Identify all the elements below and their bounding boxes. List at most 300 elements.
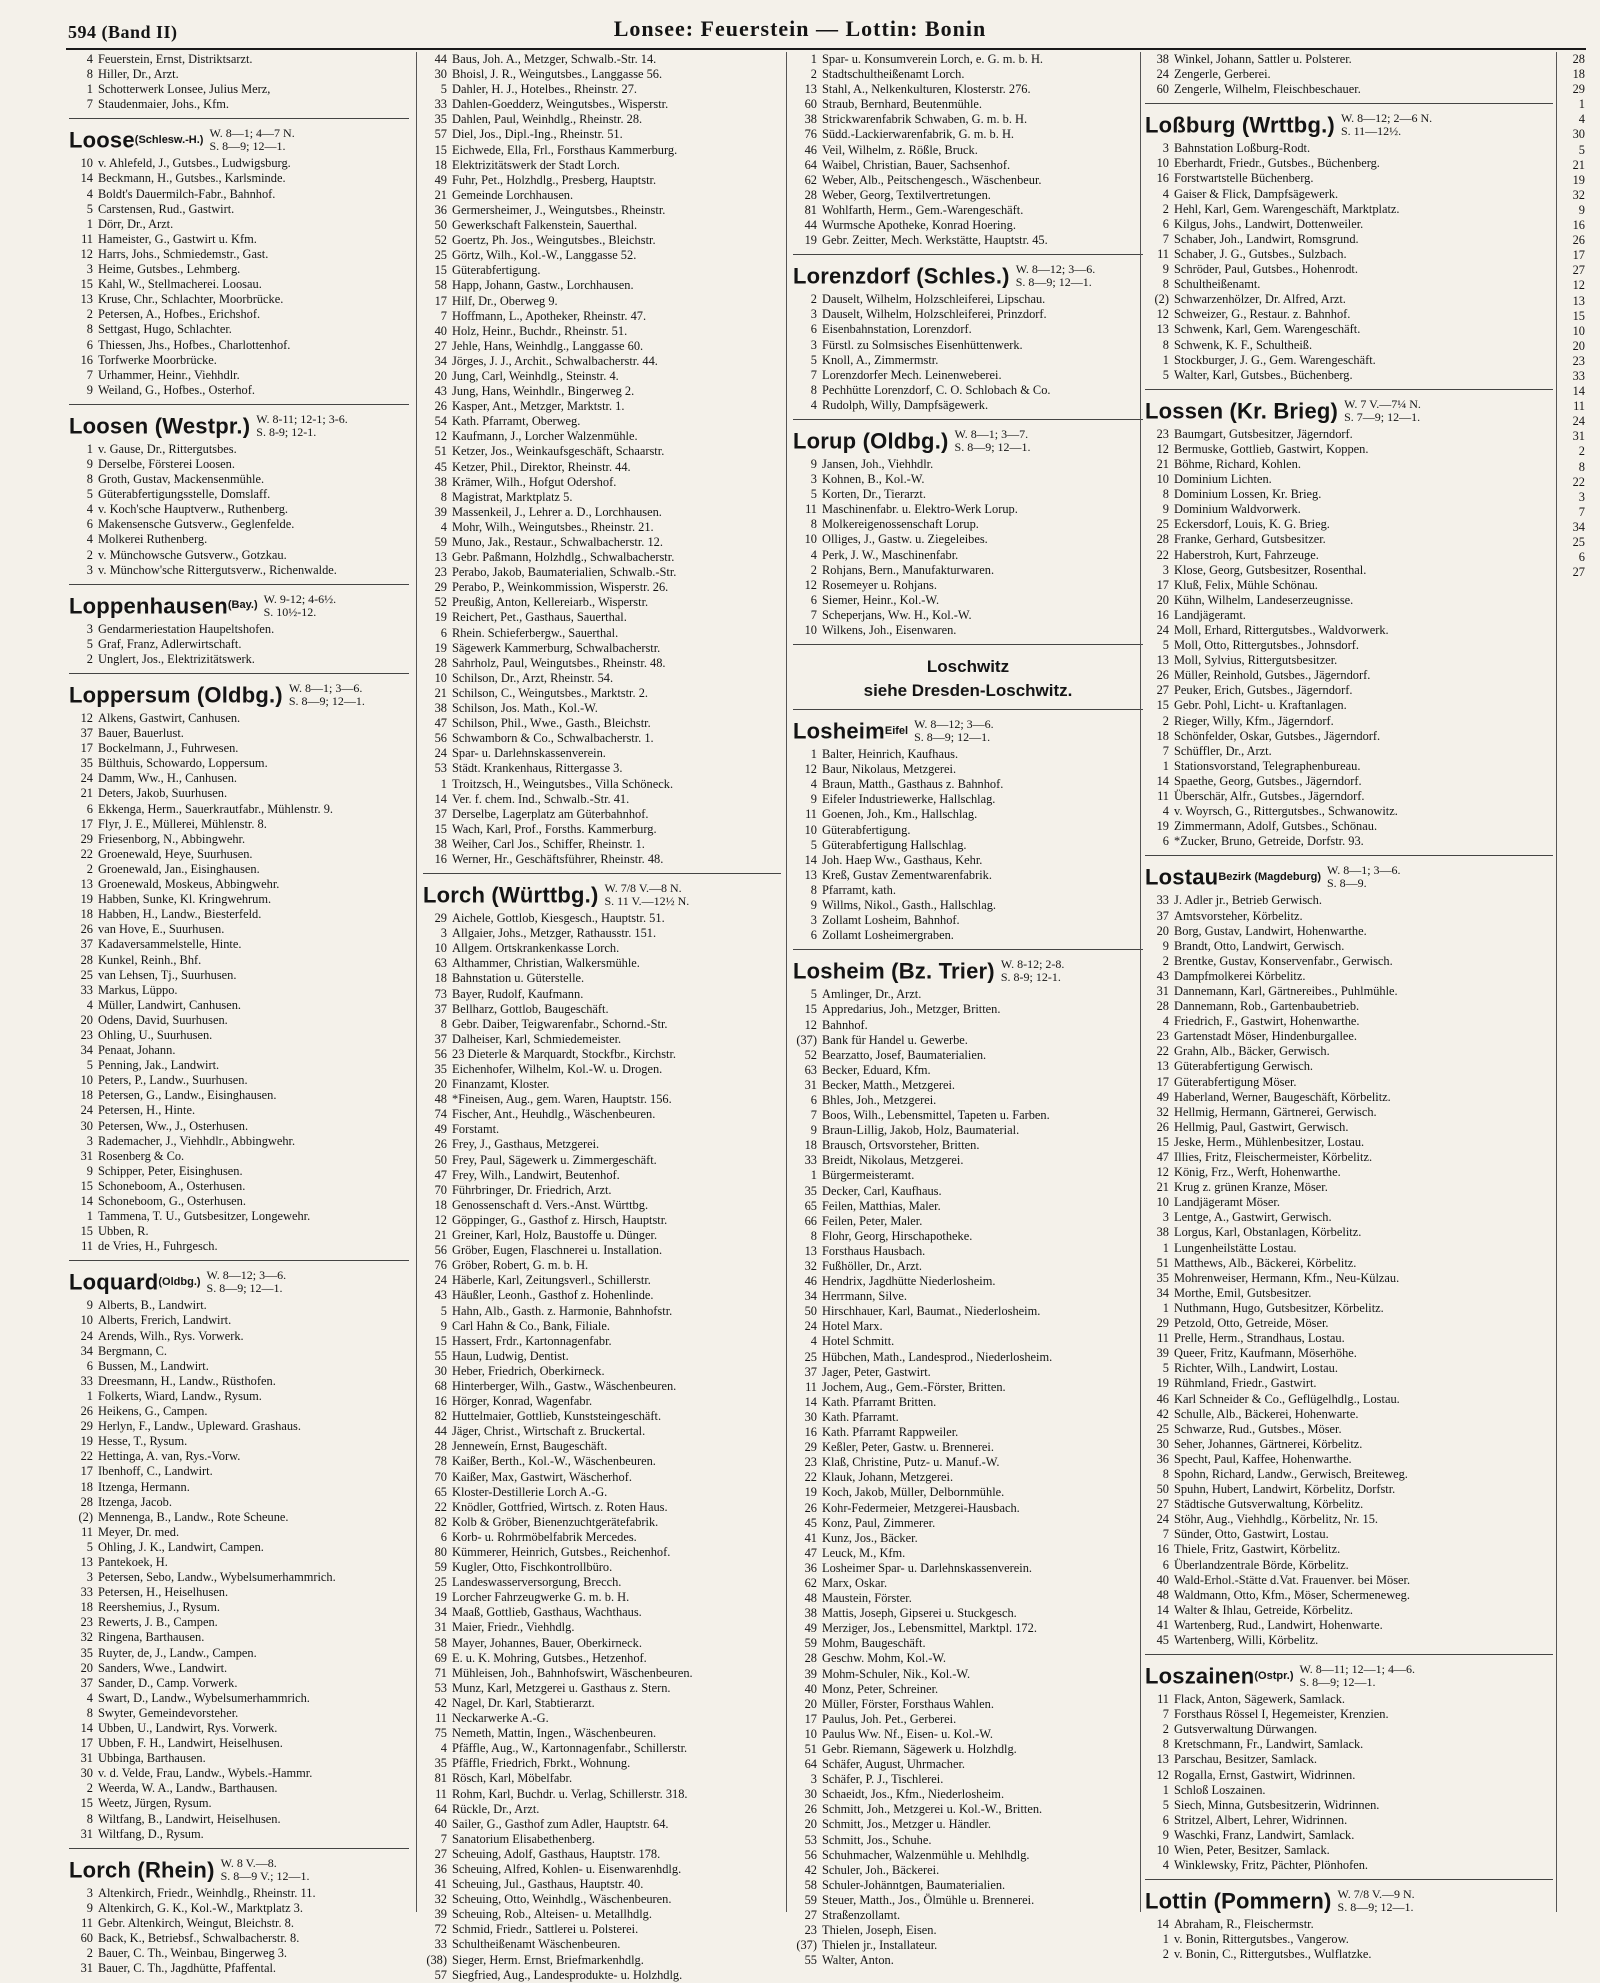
- entry-text: Richter, Wilh., Landwirt, Lostau.: [1174, 1361, 1338, 1376]
- directory-entry: [69, 262, 409, 277]
- entry-text: Dauselt, Wilhelm, Holzschleiferei, Prinzdorf.: [822, 307, 1047, 322]
- entry-text: Haberland, Werner, Baugeschäft, Körbelitz.: [1174, 1089, 1391, 1104]
- directory-entry: [1563, 127, 1597, 142]
- sunday-hours: S. 11 V.—12½ N.: [604, 894, 690, 909]
- entry-text: Reichert, Pet., Gasthaus, Sauerthal.: [452, 610, 627, 625]
- entry-number: 8: [810, 1228, 817, 1243]
- directory-entry: [69, 1796, 409, 1811]
- directory-entry: [1563, 550, 1597, 565]
- directory-entry: [69, 1540, 409, 1555]
- directory-entry: [423, 429, 781, 444]
- directory-entry: [1145, 202, 1553, 217]
- directory-entry: [69, 1812, 409, 1827]
- directory-entry: [423, 1500, 781, 1515]
- entry-text: *Fineisen, Aug., gem. Waren, Hauptstr. 156.: [452, 1092, 672, 1107]
- entry-number: 15: [434, 1333, 447, 1348]
- town-name: Loppenhausen: [69, 593, 228, 619]
- directory-entry: [423, 1907, 781, 1922]
- entry-number: 19: [434, 1590, 447, 1605]
- town-qualifier: Bezirk (Magdeburg): [1218, 870, 1321, 883]
- directory-entry: [423, 565, 781, 580]
- entry-number: 2: [86, 307, 93, 322]
- sunday-hours: S. 8—9.: [1327, 876, 1367, 891]
- entry-number: 41: [1156, 1617, 1169, 1632]
- entry-text: Geschw. Mohm, Kol.-W.: [822, 1651, 947, 1666]
- directory-entry: [423, 1017, 781, 1032]
- entry-text: Kretschmann, Fr., Landwirt, Samlack.: [1174, 1737, 1364, 1752]
- entry-text: Rewerts, J. B., Campen.: [98, 1615, 218, 1630]
- directory-entry: [423, 1862, 781, 1877]
- sunday-hours: S. 8—9; 12—1.: [206, 1281, 283, 1296]
- directory-entry: [1145, 1452, 1553, 1467]
- entry-number: 13: [804, 82, 817, 97]
- directory-entry: [69, 711, 409, 726]
- directory-entry: [69, 1600, 409, 1615]
- directory-entry: [1145, 744, 1553, 759]
- directory-entry: [423, 761, 781, 776]
- entry-number: 24: [434, 1273, 447, 1288]
- directory-entry: [793, 173, 1143, 188]
- entry-number: 20: [804, 1696, 817, 1711]
- entry-number: 11: [1157, 789, 1169, 804]
- entry-text: Schröder, Paul, Gutsbes., Hohenrodt.: [1174, 262, 1358, 277]
- running-title: Lonsee: Feuerstein — Lottin: Bonin: [613, 16, 987, 41]
- entry-text: Schilson, Dr., Arzt, Rheinstr. 54.: [452, 670, 614, 685]
- page-header: [0, 0, 1600, 44]
- entry-number: 55: [434, 1348, 447, 1363]
- directory-entry: [423, 971, 781, 986]
- entry-number: 3: [440, 926, 447, 941]
- directory-entry: [793, 1893, 1143, 1908]
- entry-text: Weber, Georg, Textilvertretungen.: [822, 187, 991, 202]
- directory-entry: [793, 1667, 1143, 1682]
- directory-entry: [69, 1298, 409, 1313]
- entry-text: Waibel, Christian, Bauer, Sachsenhof.: [822, 157, 1011, 172]
- entry-number: 10: [804, 623, 817, 637]
- directory-entry: [1145, 608, 1553, 623]
- sunday-hours: S. 8-9; 12-1.: [1000, 970, 1061, 985]
- directory-entry: [69, 1495, 409, 1510]
- entry-number: 35: [804, 1183, 817, 1198]
- directory-entry: [423, 926, 781, 941]
- directory-entry: [793, 1259, 1143, 1274]
- entry-text: Bhles, Joh., Metzgerei.: [822, 1092, 937, 1107]
- entry-number: 27: [434, 1846, 447, 1861]
- entry-number: 10: [804, 822, 817, 837]
- entry-text: Grahn, Alb., Bäcker, Gerwisch.: [1174, 1044, 1330, 1059]
- town-heading: [793, 718, 1143, 744]
- entry-text: Meyer, Dr. med.: [98, 1524, 180, 1539]
- entry-text: Perk, J. W., Maschinenfabr.: [822, 547, 959, 562]
- entry-number: 4: [810, 777, 817, 792]
- town-heading: [793, 428, 1143, 454]
- directory-entry: [1145, 232, 1553, 247]
- entry-text: Staudenmaier, Johs., Kfm.: [98, 97, 229, 112]
- entry-text: Pfäffle, Aug., W., Kartonnagenfabr., Schillerstr.: [452, 1741, 688, 1756]
- entry-number: 11: [435, 1711, 447, 1726]
- entry-text: Boos, Wilh., Lebensmittel, Tapeten u. Farben.: [822, 1108, 1050, 1123]
- directory-entry: [1145, 1737, 1553, 1752]
- directory-entry: [423, 1817, 781, 1832]
- entry-text: Penaat, Johann.: [98, 1043, 176, 1058]
- entry-number: 15: [434, 263, 447, 278]
- entry-number: 65: [804, 1198, 817, 1213]
- directory-entry: [69, 1088, 409, 1103]
- directory-entry: [423, 1107, 781, 1122]
- entry-number: 9: [1578, 202, 1585, 217]
- entry-number: (37): [796, 1938, 817, 1953]
- weekday-hours: W. 8—1; 3—7.: [954, 426, 1029, 441]
- entry-number: 58: [434, 278, 447, 293]
- directory-entry: [423, 278, 781, 293]
- weekday-hours: W. 8—1; 3—6.: [288, 681, 363, 695]
- entry-number: 5: [440, 82, 447, 97]
- entry-number: 63: [804, 1062, 817, 1077]
- entry-text: Feilen, Matthias, Maler.: [822, 1198, 941, 1213]
- entry-text: Boldt's Dauermilch-Fabr., Bahnhof.: [98, 186, 276, 201]
- directory-entry: [69, 1194, 409, 1209]
- entry-text: Tammena, T. U., Gutsbesitzer, Longewehr.: [98, 1209, 311, 1224]
- directory-entry: [1145, 1633, 1553, 1648]
- directory-entry: [69, 998, 409, 1013]
- directory-entry: [793, 1848, 1143, 1863]
- entry-number: 4: [440, 1741, 447, 1756]
- entry-number: 74: [434, 1107, 447, 1122]
- entry-text: Sailer, G., Gasthof zum Adler, Hauptstr. 64.: [452, 1816, 669, 1831]
- entry-number: 4: [86, 52, 93, 66]
- entry-text: Magistrat, Marktplatz 5.: [452, 489, 573, 504]
- entry-number: 5: [86, 636, 93, 651]
- directory-entry: [1145, 1392, 1553, 1407]
- town-heading: [1145, 112, 1553, 138]
- entry-number: 17: [434, 293, 447, 308]
- entry-number: 2: [810, 67, 817, 82]
- entry-number: 15: [80, 1178, 93, 1193]
- entry-text: Flack, Anton, Sägewerk, Samlack.: [1174, 1692, 1346, 1707]
- directory-entry: [69, 171, 409, 186]
- office-hours: [221, 1857, 310, 1883]
- directory-entry: [69, 1209, 409, 1224]
- entry-number: 17: [80, 1464, 93, 1479]
- entry-text: Hotel Marx.: [822, 1319, 883, 1334]
- directory-entry: [69, 277, 409, 292]
- town-heading: [423, 882, 781, 908]
- directory-entry: [1145, 774, 1553, 789]
- entry-number: 51: [434, 444, 447, 459]
- entry-text: Jäger, Christ., Wirtschaft z. Bruckertal.: [452, 1424, 646, 1439]
- entry-number: 6: [1162, 216, 1169, 231]
- section-rule: [69, 673, 409, 674]
- directory-entry: [1563, 324, 1597, 339]
- entry-number: 32: [434, 1892, 447, 1907]
- entry-text: Eichwede, Ella, Frl., Forsthaus Kammerburg.: [452, 142, 678, 157]
- directory-entry: [69, 1961, 409, 1976]
- directory-entry: [793, 1229, 1143, 1244]
- entry-text: Joh. Haep Ww., Gasthaus, Kehr.: [822, 852, 983, 867]
- directory-entry: [69, 232, 409, 247]
- town-heading: [1145, 1663, 1553, 1689]
- directory-entry: [793, 823, 1143, 838]
- entry-text: Dahlen-Goedderz, Weingutsbes., Wisperstr.: [452, 97, 669, 112]
- entry-text: Swyter, Gemeindevorsteher.: [98, 1705, 239, 1720]
- entry-number: 38: [1156, 52, 1169, 66]
- directory-entry: [793, 1606, 1143, 1621]
- entry-text: Gewerkschaft Falkenstein, Sauerthal.: [452, 218, 638, 233]
- entry-number: 7: [1162, 1707, 1169, 1722]
- entry-text: Mayer, Johannes, Bauer, Oberkirneck.: [452, 1635, 642, 1650]
- entry-text: Sander, D., Camp. Vorwerk.: [98, 1675, 238, 1690]
- directory-entry: [69, 922, 409, 937]
- entry-number: 5: [1162, 638, 1169, 653]
- directory-entry: [69, 1149, 409, 1164]
- entry-text: Bermuske, Gottlieb, Gastwirt, Koppen.: [1174, 441, 1369, 456]
- directory-entry: [69, 907, 409, 922]
- entry-text: Maier, Friedr., Viehhdlg.: [452, 1620, 575, 1635]
- directory-entry: [793, 1651, 1143, 1666]
- entry-text: Folkerts, Wiard, Landw., Rysum.: [98, 1388, 262, 1403]
- entry-number: 19: [434, 640, 447, 655]
- entry-text: Schwenk, Karl, Gem. Warengeschäft.: [1174, 322, 1361, 337]
- entry-text: Ketzer, Phil., Direktor, Rheinstr. 44.: [452, 459, 631, 474]
- entry-number: 50: [1156, 1482, 1169, 1497]
- entry-text: Carstensen, Rud., Gastwirt.: [98, 201, 235, 216]
- entry-number: 35: [80, 756, 93, 771]
- section-rule: [793, 709, 1143, 710]
- directory-entry: [69, 756, 409, 771]
- entry-text: Knoll, A., Zimmermstr.: [822, 352, 939, 367]
- entry-number: 11: [1157, 1692, 1169, 1707]
- directory-entry: [793, 1184, 1143, 1199]
- town-name: Loppersum (Oldbg.): [69, 682, 283, 708]
- entry-text: Jager, Peter, Gastwirt.: [822, 1364, 931, 1379]
- directory-entry: [69, 1073, 409, 1088]
- entry-text: Losheimer Spar- u. Darlehnskassenverein.: [822, 1560, 1032, 1575]
- entry-number: 2: [86, 1781, 93, 1796]
- entry-text: Kohnen, B., Kol.-W.: [822, 472, 925, 487]
- directory-entry: [1145, 1573, 1553, 1588]
- directory-entry: [69, 1464, 409, 1479]
- directory-entry: [793, 747, 1143, 762]
- entry-text: Spar- u. Darlehnskassenverein.: [452, 746, 606, 761]
- directory-entry: [423, 1228, 781, 1243]
- directory-entry: [1145, 969, 1553, 984]
- directory-entry: [793, 563, 1143, 578]
- entry-number: 19: [1572, 172, 1585, 187]
- directory-entry: [1145, 1467, 1553, 1482]
- entry-number: 18: [434, 1197, 447, 1212]
- directory-entry: [69, 862, 409, 877]
- directory-entry: [793, 532, 1143, 547]
- directory-entry: [1145, 487, 1553, 502]
- weekday-hours: W. 8—1; 4—7 N.: [209, 126, 295, 141]
- entry-text: Hotel Schmitt.: [822, 1334, 895, 1349]
- entry-number: 4: [810, 547, 817, 562]
- entry-number: 4: [1162, 1014, 1169, 1029]
- entry-number: 27: [804, 1908, 817, 1923]
- entry-number: 11: [81, 1524, 93, 1539]
- entry-number: 53: [434, 1680, 447, 1695]
- directory-entry: [793, 838, 1143, 853]
- entry-number: 31: [1156, 983, 1169, 998]
- directory-entry: [793, 383, 1143, 398]
- entry-text: Greiner, Karl, Holz, Baustoffe u. Dünger.: [452, 1228, 658, 1243]
- entry-text: Sägewerk Kammerburg, Schwalbacherstr.: [452, 640, 661, 655]
- entry-number: 1: [86, 1388, 93, 1403]
- entry-text: Petersen, Ww., J., Osterhusen.: [98, 1118, 249, 1133]
- entry-number: 70: [434, 1182, 447, 1197]
- entry-number: 33: [80, 1373, 93, 1388]
- directory-entry: [423, 188, 781, 203]
- entry-text: Odens, David, Suurhusen.: [98, 1012, 228, 1027]
- directory-entry: [423, 460, 781, 475]
- directory-entry: [793, 1923, 1143, 1938]
- entry-text: Schmid, Friedr., Sattlerei u. Polsterei.: [452, 1922, 639, 1937]
- entry-number: 9: [86, 1163, 93, 1178]
- entry-number: 47: [434, 1167, 447, 1182]
- entry-number: 14: [1156, 1917, 1169, 1932]
- entry-text: Klaß, Christine, Putz- u. Manuf.-W.: [822, 1455, 1000, 1470]
- entry-text: Peuker, Erich, Gutsbes., Jägerndorf.: [1174, 683, 1353, 698]
- directory-entry: [69, 953, 409, 968]
- directory-entry: [69, 563, 409, 578]
- entry-text: Forsthaus Rössel I, Hegemeister, Krenzien.: [1174, 1707, 1389, 1722]
- entry-text: Ubben, U., Landwirt, Rys. Vorwerk.: [98, 1721, 278, 1735]
- directory-entry: [1563, 414, 1597, 429]
- directory-entry: [69, 1359, 409, 1374]
- entry-number: 8: [810, 882, 817, 897]
- directory-entry: [1563, 248, 1597, 263]
- entry-number: 12: [804, 762, 817, 777]
- entry-number: 1: [1162, 1782, 1169, 1797]
- directory-entry: [1145, 638, 1553, 653]
- entry-text: Forstamt.: [452, 1122, 500, 1137]
- entry-number: 8: [1162, 1466, 1169, 1481]
- entry-number: 4: [86, 502, 93, 517]
- entry-text: Petersen, A., Hofbes., Erichshof.: [98, 307, 261, 322]
- entry-text: Häußler, Leonh., Gasthof z. Hohenlinde.: [452, 1288, 654, 1303]
- entry-number: 8: [86, 472, 93, 487]
- entry-number: 59: [434, 1560, 447, 1575]
- entry-number: 18: [804, 1138, 817, 1153]
- directory-entry: [69, 1013, 409, 1028]
- entry-text: v. Bonin, C., Rittergutsbes., Wulflatzke.: [1174, 1947, 1372, 1962]
- entry-number: 10: [804, 532, 817, 547]
- directory-entry: [1145, 427, 1553, 442]
- directory-entry: [793, 1319, 1143, 1334]
- directory-entry: [423, 173, 781, 188]
- entry-number: 3: [810, 472, 817, 487]
- entry-number: 45: [1156, 1633, 1169, 1647]
- directory-entry: [423, 1696, 781, 1711]
- entry-number: 31: [80, 1826, 93, 1841]
- entry-text: Schoneboom, A., Osterhusen.: [98, 1178, 246, 1193]
- entry-number: 28: [80, 1494, 93, 1509]
- directory-entry: [793, 188, 1143, 203]
- directory-entry: [793, 1802, 1143, 1817]
- entry-number: 4: [810, 397, 817, 412]
- entry-text: Landjägeramt Möser.: [1174, 1195, 1280, 1210]
- entry-text: Mennenga, B., Landw., Rote Scheune.: [98, 1509, 289, 1524]
- entry-text: Stahl, A., Nelkenkulturen, Klosterstr. 276.: [822, 82, 1031, 97]
- directory-entry: [423, 595, 781, 610]
- sunday-hours: S. 10½-12.: [263, 604, 317, 619]
- entry-number: 15: [434, 821, 447, 836]
- entry-text: Bergmann, C.: [98, 1343, 167, 1358]
- entry-text: Kruse, Chr., Schlachter, Moorbrücke.: [98, 292, 284, 307]
- directory-entry: [423, 1530, 781, 1545]
- directory-entry: [423, 746, 781, 761]
- entry-text: Überlandzentrale Börde, Körbelitz.: [1174, 1557, 1349, 1572]
- entry-number: 30: [80, 1118, 93, 1133]
- entry-text: Paulus, Joh. Pet., Gerberei.: [822, 1711, 957, 1726]
- directory-entry: [423, 1847, 781, 1862]
- directory-entry: [423, 97, 781, 112]
- entry-text: Scheuing, Otto, Weinhdlg., Wäschenbeuren.: [452, 1892, 672, 1907]
- directory-entry: [423, 490, 781, 505]
- office-hours: [1001, 958, 1065, 984]
- entry-number: 17: [804, 1711, 817, 1726]
- directory-entry: [423, 1756, 781, 1771]
- directory-entry: [69, 1313, 409, 1328]
- entry-number: 24: [80, 771, 93, 786]
- entry-text: Gebr. Zeitter, Mech. Werkstätte, Hauptstr. 45.: [822, 233, 1048, 248]
- entry-text: Stöhr, Aug., Viehhdlg., Körbelitz, Nr. 15.: [1174, 1512, 1378, 1527]
- directory-entry: [423, 1620, 781, 1635]
- entry-text: Weiland, G., Hofbes., Osterhof.: [98, 382, 255, 397]
- directory-entry: [69, 1946, 409, 1961]
- column-5-cropped: [1560, 52, 1600, 1912]
- entry-text: Penning, Jak., Landwirt.: [98, 1058, 220, 1073]
- directory-entry: [423, 1832, 781, 1847]
- weekday-hours: W. 8—1; 3—6.: [1327, 863, 1401, 878]
- directory-entry: [69, 937, 409, 952]
- entry-number: 4: [1578, 112, 1585, 127]
- entry-number: 43: [434, 1288, 447, 1303]
- entry-number: 12: [1156, 1165, 1169, 1180]
- entry-text: Eberhardt, Friedr., Gutsbes., Büchenberg.: [1174, 156, 1380, 171]
- entry-number: 70: [434, 1469, 447, 1484]
- weekday-hours: W. 8—12; 2—6 N.: [1340, 111, 1433, 126]
- entry-text: Jeske, Herm., Mühlenbesitzer, Lostau.: [1174, 1134, 1365, 1149]
- entry-text: Gröber, Eugen, Flaschnerei u. Installation.: [452, 1243, 663, 1258]
- entry-number: 9: [810, 456, 817, 471]
- entry-number: 3: [1162, 141, 1169, 156]
- directory-entry: [69, 1585, 409, 1600]
- entry-number: 5: [86, 201, 93, 216]
- entry-text: Lentge, A., Gastwirt, Gerwisch.: [1174, 1210, 1332, 1225]
- entry-text: Waschki, Franz, Landwirt, Samlack.: [1174, 1827, 1355, 1842]
- entry-number: 38: [804, 1606, 817, 1621]
- directory-entry: [69, 322, 409, 337]
- entry-text: Kath. Pfarramt Britten.: [822, 1394, 937, 1409]
- directory-entry: [793, 338, 1143, 353]
- entry-text: Genossenschaft d. Vers.-Anst. Württbg.: [452, 1197, 649, 1212]
- entry-number: 29: [1572, 82, 1585, 97]
- entry-text: Wartenberg, Willi, Körbelitz.: [1174, 1633, 1319, 1647]
- entry-text: Willms, Nikol., Gasth., Hallschlag.: [822, 898, 996, 913]
- directory-entry: [1563, 369, 1597, 384]
- directory-entry: [423, 731, 781, 746]
- directory-entry: [1145, 1768, 1553, 1783]
- entry-text: Dominium Lossen, Kr. Brieg.: [1174, 487, 1322, 502]
- entry-text: Kath. Pfarramt Rappweiler.: [822, 1425, 959, 1440]
- entry-number: 33: [80, 1585, 93, 1600]
- directory-entry: [69, 1766, 409, 1781]
- entry-number: 29: [80, 831, 93, 846]
- entry-number: 23: [434, 565, 447, 580]
- directory-entry: [423, 1288, 781, 1303]
- directory-entry: [69, 97, 409, 112]
